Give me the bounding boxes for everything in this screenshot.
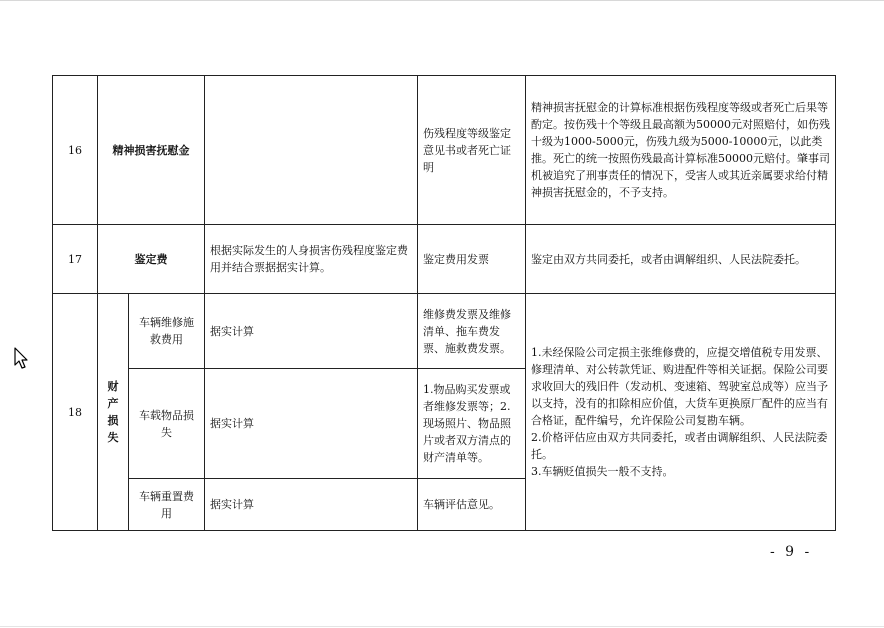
subitem-name: 车辆维修施救费用 — [129, 294, 205, 369]
calc-standard: 据实计算 — [205, 369, 418, 479]
page-number: - 9 - — [770, 544, 813, 560]
evidence: 1.物品购买发票或者维修发票等；2.现场照片、物品照片或者双方清点的财产清单等。 — [418, 369, 526, 479]
notes: 鉴定由双方共同委托，或者由调解组织、人民法院委托。 — [526, 225, 836, 294]
item-category: 财产损失 — [98, 294, 129, 531]
table-row — [53, 76, 836, 225]
table-row — [53, 294, 836, 369]
evidence: 维修费发票及维修清单、拖车费发票、施救费发票。 — [418, 294, 526, 369]
bottom-rule — [0, 626, 884, 627]
notes: 精神损害抚慰金的计算标准根据伤残程度等级或者死亡后果等酌定。按伤残十个等级且最高额为50000元对照赔付，如伤残十级为1000-5000元，伤残九级为5000-10000元，以此类推。死亡的统一按照伤残最高计算标准50000元赔付。肇事司机被追究了刑事责任的情况下，受害人或其近亲属要求给付精神损害抚慰金的，不予支持。 — [526, 76, 836, 225]
item-name: 精神损害抚慰金 — [98, 76, 205, 225]
evidence: 伤残程度等级鉴定意见书或者死亡证明 — [418, 76, 526, 225]
subitem-name: 车载物品损失 — [129, 369, 205, 479]
calc-standard: 据实计算 — [205, 479, 418, 531]
subitem-name: 车辆重置费用 — [129, 479, 205, 531]
notes: 1.未经保险公司定损主张维修费的，应提交增值税专用发票、修理清单、对公转款凭证、购进配件等相关证据。保险公司要求收回大的残旧件（发动机、变速箱、驾驶室总成等）应当予以支持，没有的扣除相应价值，大货车更换原厂配件的应当有合格证，配件编号，允许保险公司复勘车辆。 2.价格评估应由双方共同委托，或者由调解组织、人民法院委托。 3.车辆贬值损失一般不支持。 — [526, 294, 836, 531]
compensation-table — [52, 75, 836, 531]
table-row — [53, 225, 836, 294]
calc-standard: 据实计算 — [205, 294, 418, 369]
calc-standard — [205, 76, 418, 225]
calc-standard: 根据实际发生的人身损害伤残程度鉴定费用并结合票据据实计算。 — [205, 225, 418, 294]
row-number: 17 — [53, 225, 98, 294]
evidence: 鉴定费用发票 — [418, 225, 526, 294]
mouse-pointer-icon — [14, 347, 30, 371]
row-number: 16 — [53, 76, 98, 225]
top-rule — [0, 0, 884, 1]
row-number: 18 — [53, 294, 98, 531]
item-name: 鉴定费 — [98, 225, 205, 294]
evidence: 车辆评估意见。 — [418, 479, 526, 531]
